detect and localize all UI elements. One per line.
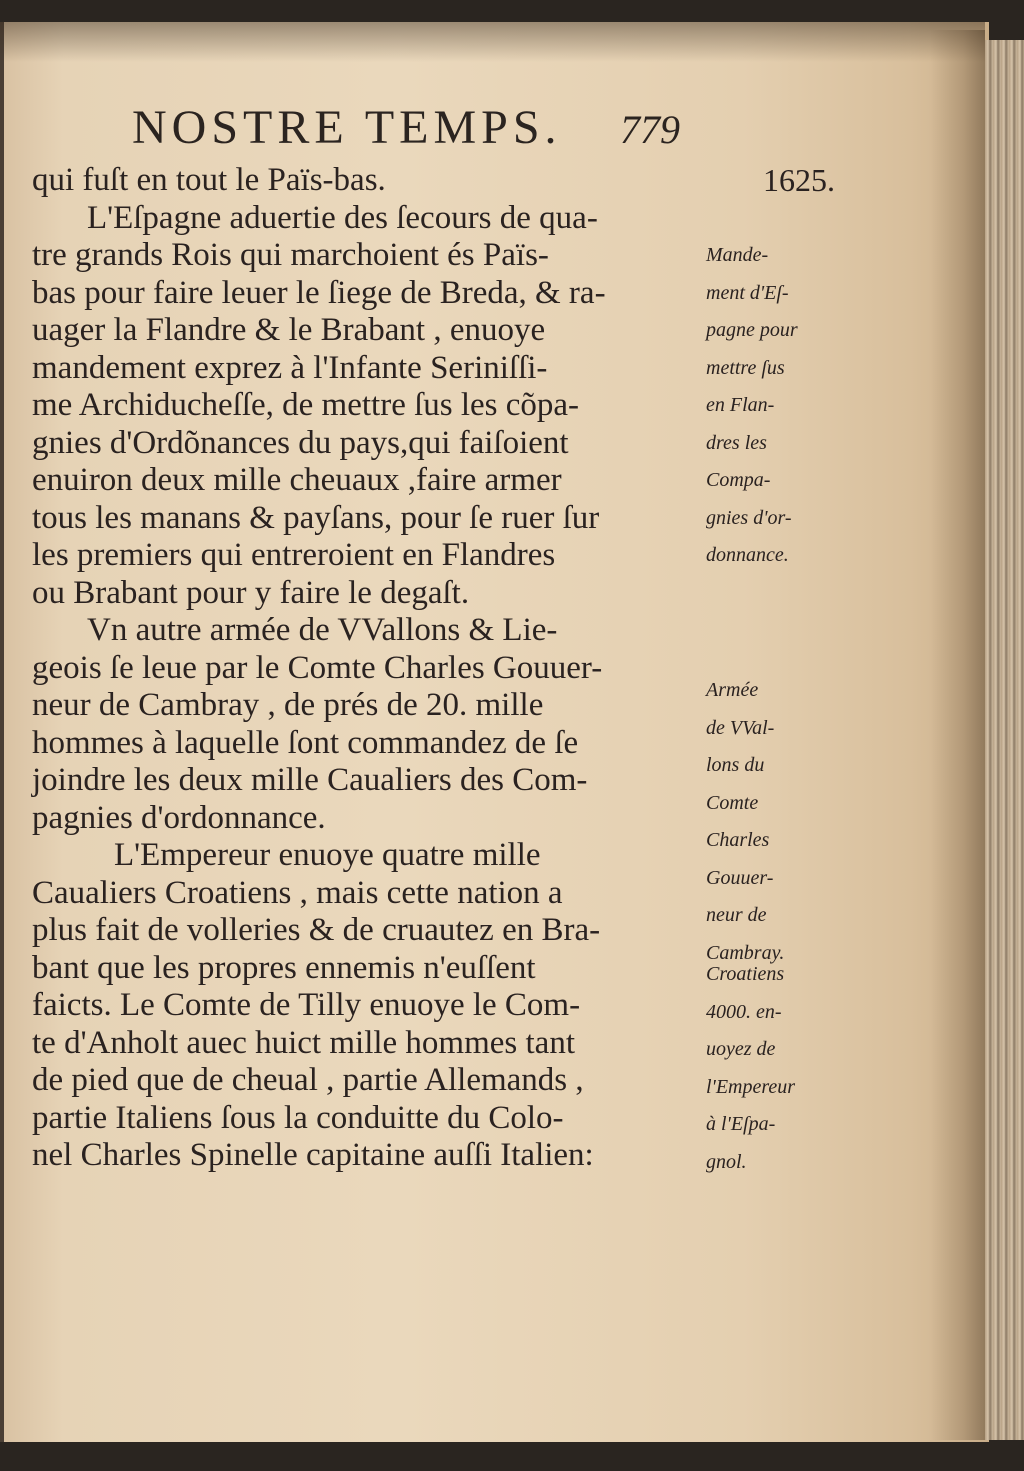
margin-note-line: Mande- [706, 244, 769, 266]
text-line: plus fait de volleries & de cruautez en Bra- [32, 912, 601, 948]
margin-note-line: Charles [706, 829, 770, 851]
top-shadow [0, 22, 985, 62]
text-line: bas pour faire leuer le ſiege de Breda, & ra- [32, 274, 606, 311]
page-gutter [930, 30, 985, 1440]
margin-note-line: Cambray. [706, 941, 785, 964]
text-line: les premiers qui entreroient en Flandres [32, 537, 556, 573]
margin-note-line: Gouuer- [706, 866, 774, 889]
margin-note-line: gnies d'or- [706, 506, 792, 529]
text-line: tre grands Rois qui marchoient és Païs- [32, 237, 549, 273]
margin-note-line: l'Empereur [706, 1075, 796, 1098]
text-line: geois ſe leue par le Comte Charles Gouuer- [32, 649, 603, 686]
text-line: joindre les deux mille Caualiers des Com- [32, 762, 588, 798]
text-line: te d'Anholt auec huict mille hommes tant [32, 1024, 575, 1061]
margin-note-mandement [706, 237, 856, 575]
text-line: mandement exprez à l'Infante Seriniſſi- [32, 349, 548, 386]
text-line: ou Brabant pour y faire le degaſt. [32, 574, 470, 611]
text-line: pagnies d'ordonnance. [32, 799, 326, 836]
running-title: NOSTRE TEMPS. [132, 101, 562, 154]
margin-note-line: lons du [706, 754, 765, 776]
text-line: partie Italiens ſous la conduitte du Colo- [32, 1099, 564, 1136]
margin-note-line: Comte [706, 791, 759, 814]
margin-note-line: mettre ſus [706, 356, 785, 379]
text-line: L'Empereur enuoye quatre mille [114, 837, 541, 873]
page-number: 779 [620, 107, 680, 152]
margin-note-line: ment d'Eſ- [706, 281, 789, 304]
margin-note-line: Compa- [706, 469, 771, 491]
text-line: de pied que de cheual , partie Allemands , [32, 1062, 584, 1098]
page-edges [985, 40, 1024, 1440]
text-line: gnies d'Ordõnances du pays,qui faiſoient [32, 424, 569, 461]
text-line: bant que les propres ennemis n'euſſent [32, 949, 536, 986]
page-header [132, 100, 732, 160]
margin-note-line: neur de [706, 904, 767, 926]
margin-note-line: dres les [706, 431, 767, 454]
margin-note-line: pagne pour [706, 319, 798, 341]
margin-note-line: 4000. en- [706, 1000, 782, 1023]
margin-note-line: uoyez de [706, 1038, 776, 1060]
margin-note-line: en Flan- [706, 394, 775, 416]
text-line: Caualiers Croatiens , mais cette nation a [32, 874, 563, 911]
text-line: faicts. Le Comte de Tilly enuoye le Com- [32, 987, 581, 1023]
margin-note-line: Armée [706, 679, 759, 701]
text-line: tous les manans & payſans, pour ſe ruer ſur [32, 499, 600, 536]
text-line: uager la Flandre & le Brabant , enuoye [32, 312, 546, 348]
text-line: me Archiducheſſe, de mettre ſus les cõpa- [32, 387, 580, 423]
margin-note-croatiens [706, 956, 856, 1181]
text-line: Vn autre armée de VVallons & Lie- [87, 612, 558, 648]
margin-note-line: gnol. [706, 1150, 747, 1173]
margin-note-line: à l'Eſpa- [706, 1113, 776, 1135]
text-line: neur de Cambray , de prés de 20. mille [32, 687, 544, 723]
margin-year: 1625. [763, 162, 835, 198]
text-line: enuiron deux mille cheuaux ,faire armer [32, 462, 562, 498]
text-line: L'Eſpagne aduertie des ſecours de qua- [87, 199, 598, 236]
margin-note-line: Croatiens [706, 963, 785, 985]
text-line: qui fuſt en tout le Païs-bas. [32, 162, 386, 198]
text-line: hommes à laquelle ſont commandez de ſe [32, 724, 579, 761]
text-line: nel Charles Spinelle capitaine auſſi Italien: [32, 1137, 594, 1173]
margin-note-line: de VVal- [706, 716, 775, 739]
margin-note-line: donnance. [706, 544, 789, 566]
body-text [32, 162, 702, 1175]
margin-note-armee [706, 672, 856, 972]
